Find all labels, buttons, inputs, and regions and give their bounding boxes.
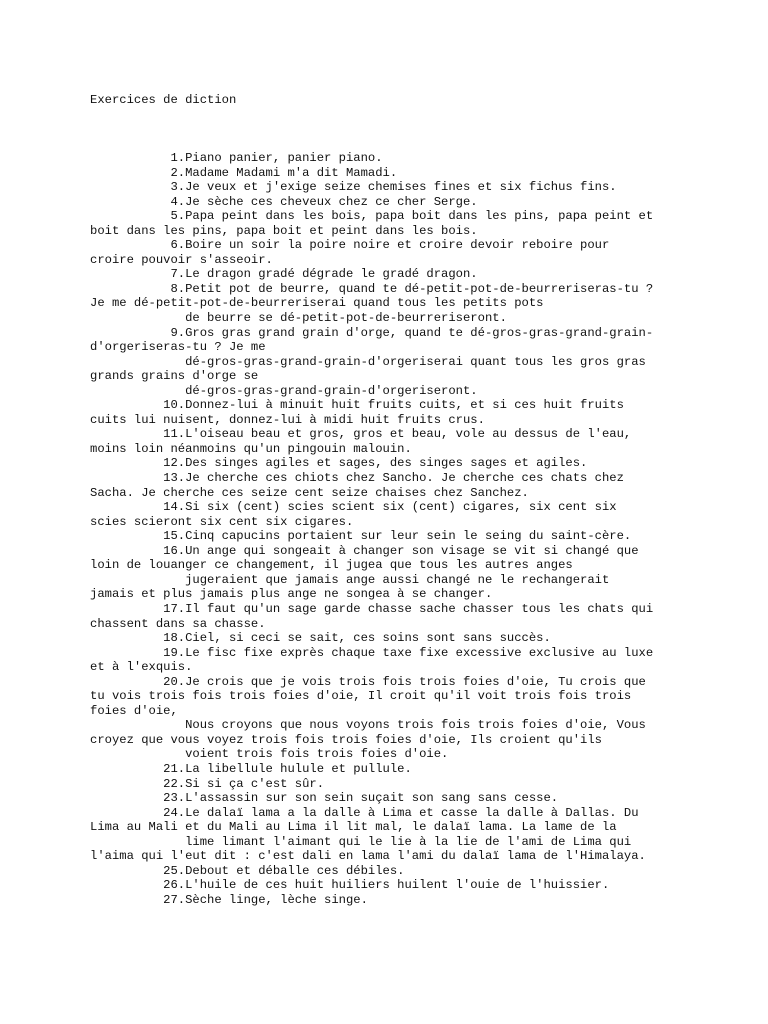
text-line: scies scieront six cent six cigares. — [90, 514, 354, 529]
text-line: foies d'oie, — [90, 703, 178, 718]
text-line: 14.Si six (cent) scies scient six (cent) cigares, six cent six — [90, 500, 617, 515]
text-line: de beurre se dé-petit-pot-de-beurreriseront. — [90, 311, 507, 326]
text-line: 13.Je cherche ces chiots chez Sancho. Je cherche ces chats chez — [90, 471, 624, 486]
text-line: 1.Piano panier, panier piano. — [90, 151, 383, 165]
text-line: 10.Donnez-lui à minuit huit fruits cuits, et si ces huit fruits — [90, 398, 624, 413]
text-line: 23.L'assassin sur son sein suçait son sang sans cesse. — [90, 791, 559, 806]
document-body — [90, 151, 690, 907]
text-line: jamais et plus jamais plus ange ne songea à se changer. — [90, 587, 493, 602]
document-title: Exercices de diction — [90, 93, 237, 107]
text-line: Nous croyons que nous voyons trois fois trois foies d'oie, Vous — [90, 718, 646, 733]
text-line: moins loin néanmoins qu'un pingouin malouin. — [90, 441, 412, 456]
text-line: 9.Gros gras grand grain d'orge, quand te dé-gros-gras-grand-grain- — [90, 325, 654, 340]
text-line: Je me dé-petit-pot-de-beurreriserai quand tous les petits pots — [90, 296, 544, 311]
text-line: 20.Je crois que je vois trois fois trois foies d'oie, Tu crois que — [90, 674, 646, 689]
text-line: lime limant l'aimant qui le lie à la lie de l'ami de Lima qui — [90, 834, 632, 849]
text-line: jugeraient que jamais ange aussi changé ne le rechangerait — [90, 572, 610, 587]
text-line: croyez que vous voyez trois fois trois foies d'oie, Ils croient qu'ils — [90, 732, 602, 747]
text-line: 11.L'oiseau beau et gros, gros et beau, vole au dessus de l'eau, — [90, 427, 632, 442]
text-line: croire pouvoir s'asseoir. — [90, 252, 273, 267]
text-line: dé-gros-gras-grand-grain-d'orgeriseront. — [90, 383, 478, 398]
text-line: chassent dans sa chasse. — [90, 616, 266, 631]
text-line: et à l'exquis. — [90, 660, 193, 675]
text-line: 22.Si si ça c'est sûr. — [90, 776, 325, 791]
text-line: 8.Petit pot de beurre, quand te dé-petit-pot-de-beurreriseras-tu ? — [90, 281, 654, 296]
text-line: 25.Debout et déballe ces débiles. — [90, 863, 405, 878]
text-line: 6.Boire un soir la poire noire et croire devoir reboire pour — [90, 238, 610, 253]
text-line: 15.Cinq capucins portaient sur leur sein le seing du saint-cère. — [90, 529, 632, 544]
text-line: cuits lui nuisent, donnez-lui à midi huit fruits crus. — [90, 412, 485, 427]
text-line: 24.Le dalaï lama a la dalle à Lima et casse la dalle à Dallas. Du — [90, 805, 639, 820]
text-line: 21.La libellule hulule et pullule. — [90, 761, 412, 776]
text-line: voient trois fois trois foies d'oie. — [90, 747, 449, 762]
text-line: loin de louanger ce changement, il jugea que tous les autres anges — [90, 558, 573, 573]
text-line: 27.Sèche linge, lèche singe. — [90, 892, 368, 907]
text-line: 26.L'huile de ces huit huiliers huilent l'ouie de l'huissier. — [90, 878, 610, 893]
text-line: d'orgeriseras-tu ? Je me — [90, 340, 266, 355]
text-line: 19.Le fisc fixe exprès chaque taxe fixe excessive exclusive au luxe — [90, 645, 654, 660]
text-line: 16.Un ange qui songeait à changer son visage se vit si changé que — [90, 543, 639, 558]
text-line: l'aima qui l'eut dit : c'est dali en lama l'ami du dalaï lama de l'Himalaya. — [90, 849, 646, 864]
text-line: Lima au Mali et du Mali au Lima il lit mal, le dalaï lama. La lame de la — [90, 820, 617, 835]
text-line: 4.Je sèche ces cheveux chez ce cher Serge. — [90, 194, 478, 209]
text-line: 2.Madame Madami m'a dit Mamadi. — [90, 165, 398, 180]
text-line: Sacha. Je cherche ces seize cent seize chaises chez Sanchez. — [90, 485, 529, 500]
text-line: 7.Le dragon gradé dégrade le gradé dragon. — [90, 267, 478, 282]
text-line: boit dans les pins, papa boit et peint dans les bois. — [90, 223, 478, 238]
text-line: tu vois trois fois trois foies d'oie, Il croit qu'il voit trois fois trois — [90, 689, 632, 704]
text-line: grands grains d'orge se — [90, 369, 259, 384]
text-line: 18.Ciel, si ceci se sait, ces soins sont sans succès. — [90, 631, 551, 646]
text-line: 17.Il faut qu'un sage garde chasse sache chasser tous les chats qui — [90, 601, 654, 616]
text-line: 12.Des singes agiles et sages, des singes sages et agiles. — [90, 456, 588, 471]
text-line: 3.Je veux et j'exige seize chemises fines et six fichus fins. — [90, 180, 617, 195]
text-line: 5.Papa peint dans les bois, papa boit dans les pins, papa peint et — [90, 209, 654, 224]
text-line: dé-gros-gras-grand-grain-d'orgeriserai quant tous les gros gras — [90, 354, 646, 369]
